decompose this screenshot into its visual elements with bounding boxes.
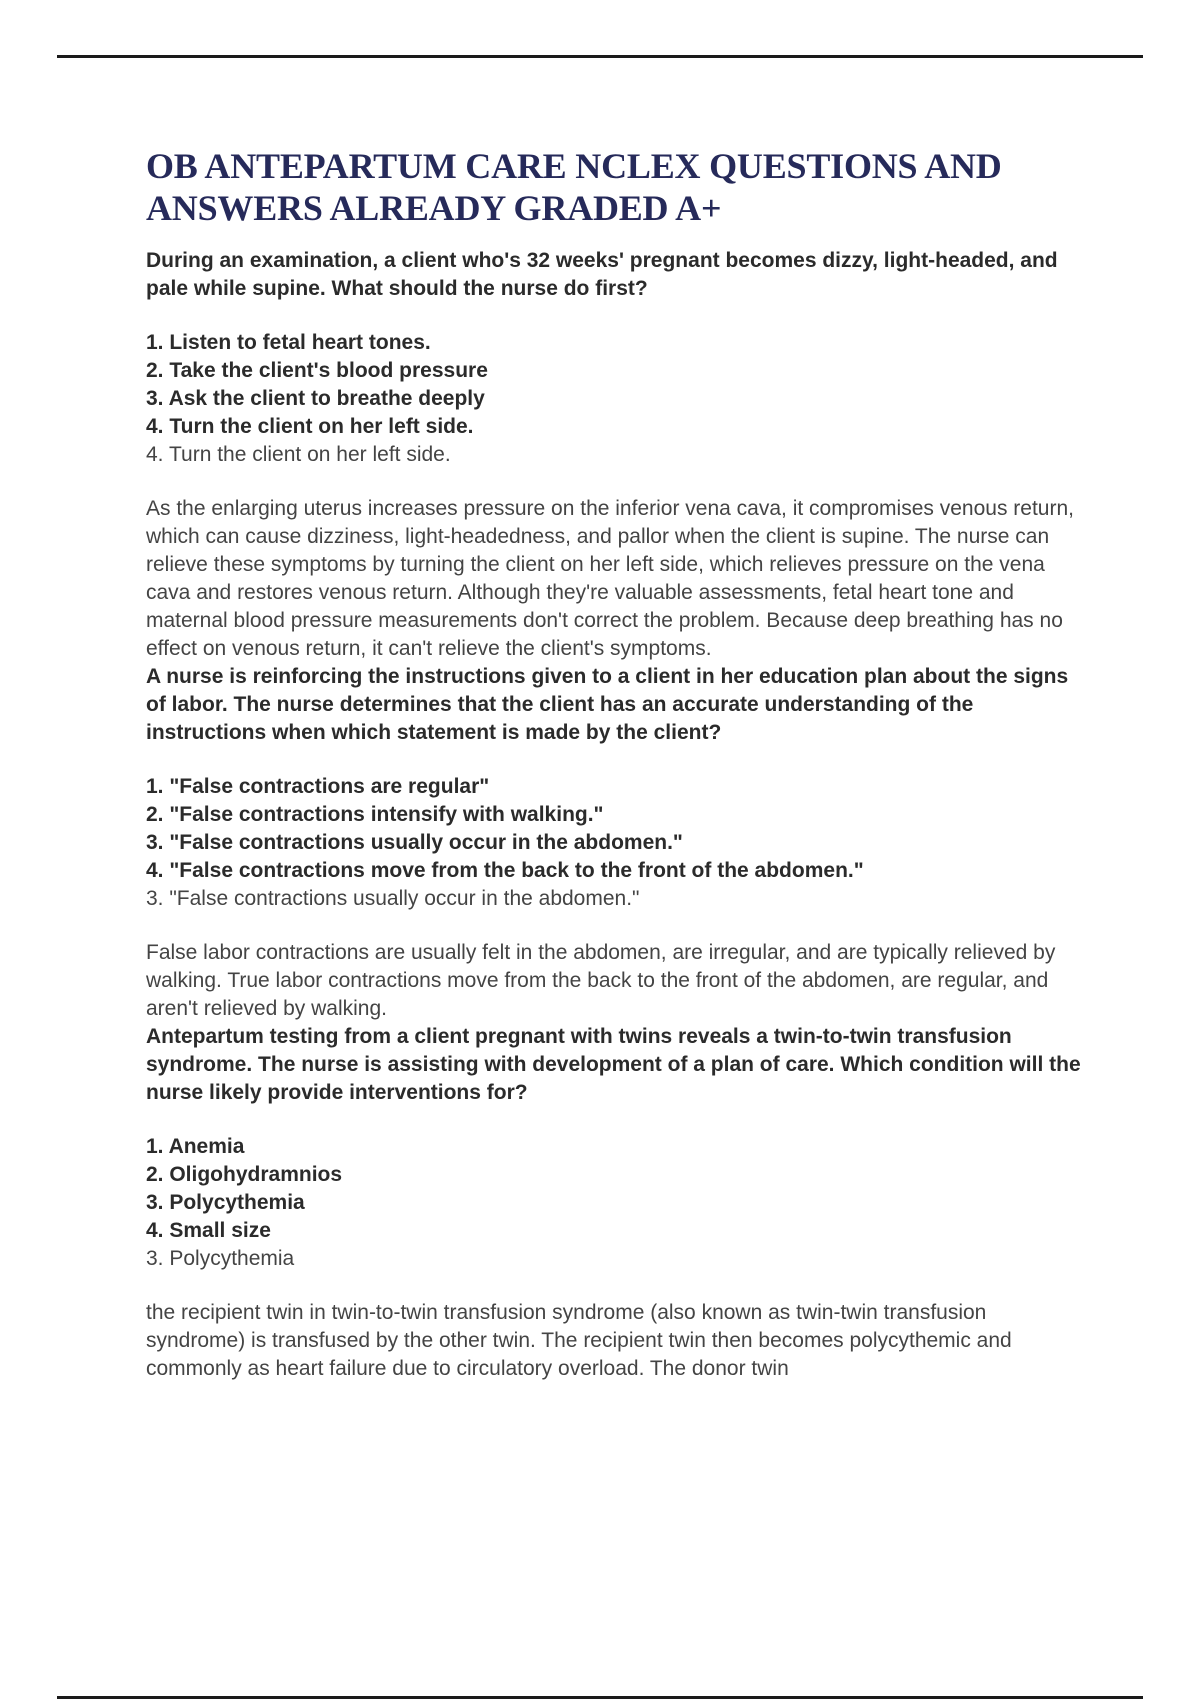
option-4: 4. Turn the client on her left side. [146,415,474,438]
question-block-2 [146,663,1086,1023]
option-3: 3. Polycythemia [146,1191,305,1214]
rationale-text: the recipient twin in twin-to-twin transfusion syndrome (also known as twin-twin transfusion syndrome) is transfused by the other twin. The recipient twin then becomes polycythemic and commonly as heart failure due to circulatory overload. The donor twin [146,1301,1012,1380]
document-body [146,145,1086,1383]
question-text: A nurse is reinforcing the instructions given to a client in her education plan about the signs of labor. The nurse determines that the client has an accurate understanding of the instructions when which statement is made by the client? [146,665,1069,744]
header-rule [57,55,1143,58]
correct-answer: 4. Turn the client on her left side. [146,443,451,466]
rationale-text: As the enlarging uterus increases pressure on the inferior vena cava, it compromises venous return, which can cause dizziness, light-headedness, and pallor when the client is supine. The nurse can relieve these symptoms by turning the client on her left side, which relieves pressure on the vena cava and restores venous return. Although they're valuable assessments, fetal heart tone and maternal blood pressure measurements don't correct the problem. Because deep breathing has no effect on venous return, it can't relieve the client's symptoms. [146,497,1074,660]
question-block-3 [146,1023,1086,1383]
document-title: OB ANTEPARTUM CARE NCLEX QUESTIONS AND ANSWERS ALREADY GRADED A+ [146,146,1002,228]
option-4: 4. "False contractions move from the back to the front of the abdomen." [146,859,864,882]
option-3: 3. "False contractions usually occur in the abdomen." [146,831,683,854]
footer-rule [57,1696,1143,1699]
option-3: 3. Ask the client to breathe deeply [146,387,485,410]
option-1: 1. Anemia [146,1135,245,1158]
question-text: Antepartum testing from a client pregnant with twins reveals a twin-to-twin transfusion syndrome. The nurse is assisting with development of a plan of care. Which condition will the nurse likely provide interventions for? [146,1025,1081,1104]
option-4: 4. Small size [146,1219,271,1242]
question-text: During an examination, a client who's 32 weeks' pregnant becomes dizzy, light-headed, and pale while supine. What should the nurse do first? [146,249,1058,300]
options-list [146,773,1086,885]
options-list [146,1133,1086,1245]
option-2: 2. Take the client's blood pressure [146,359,488,382]
option-2: 2. Oligohydramnios [146,1163,343,1186]
options-list [146,329,1086,441]
correct-answer: 3. "False contractions usually occur in the abdomen." [146,887,640,910]
option-1: 1. Listen to fetal heart tones. [146,331,431,354]
question-block-1 [146,247,1086,663]
option-2: 2. "False contractions intensify with walking." [146,803,604,826]
correct-answer: 3. Polycythemia [146,1247,295,1270]
rationale-text: False labor contractions are usually felt in the abdomen, are irregular, and are typically relieved by walking. True labor contractions move from the back to the front of the abdomen, are regular, and aren't relieved by walking. [146,941,1056,1020]
option-1: 1. "False contractions are regular" [146,775,490,798]
